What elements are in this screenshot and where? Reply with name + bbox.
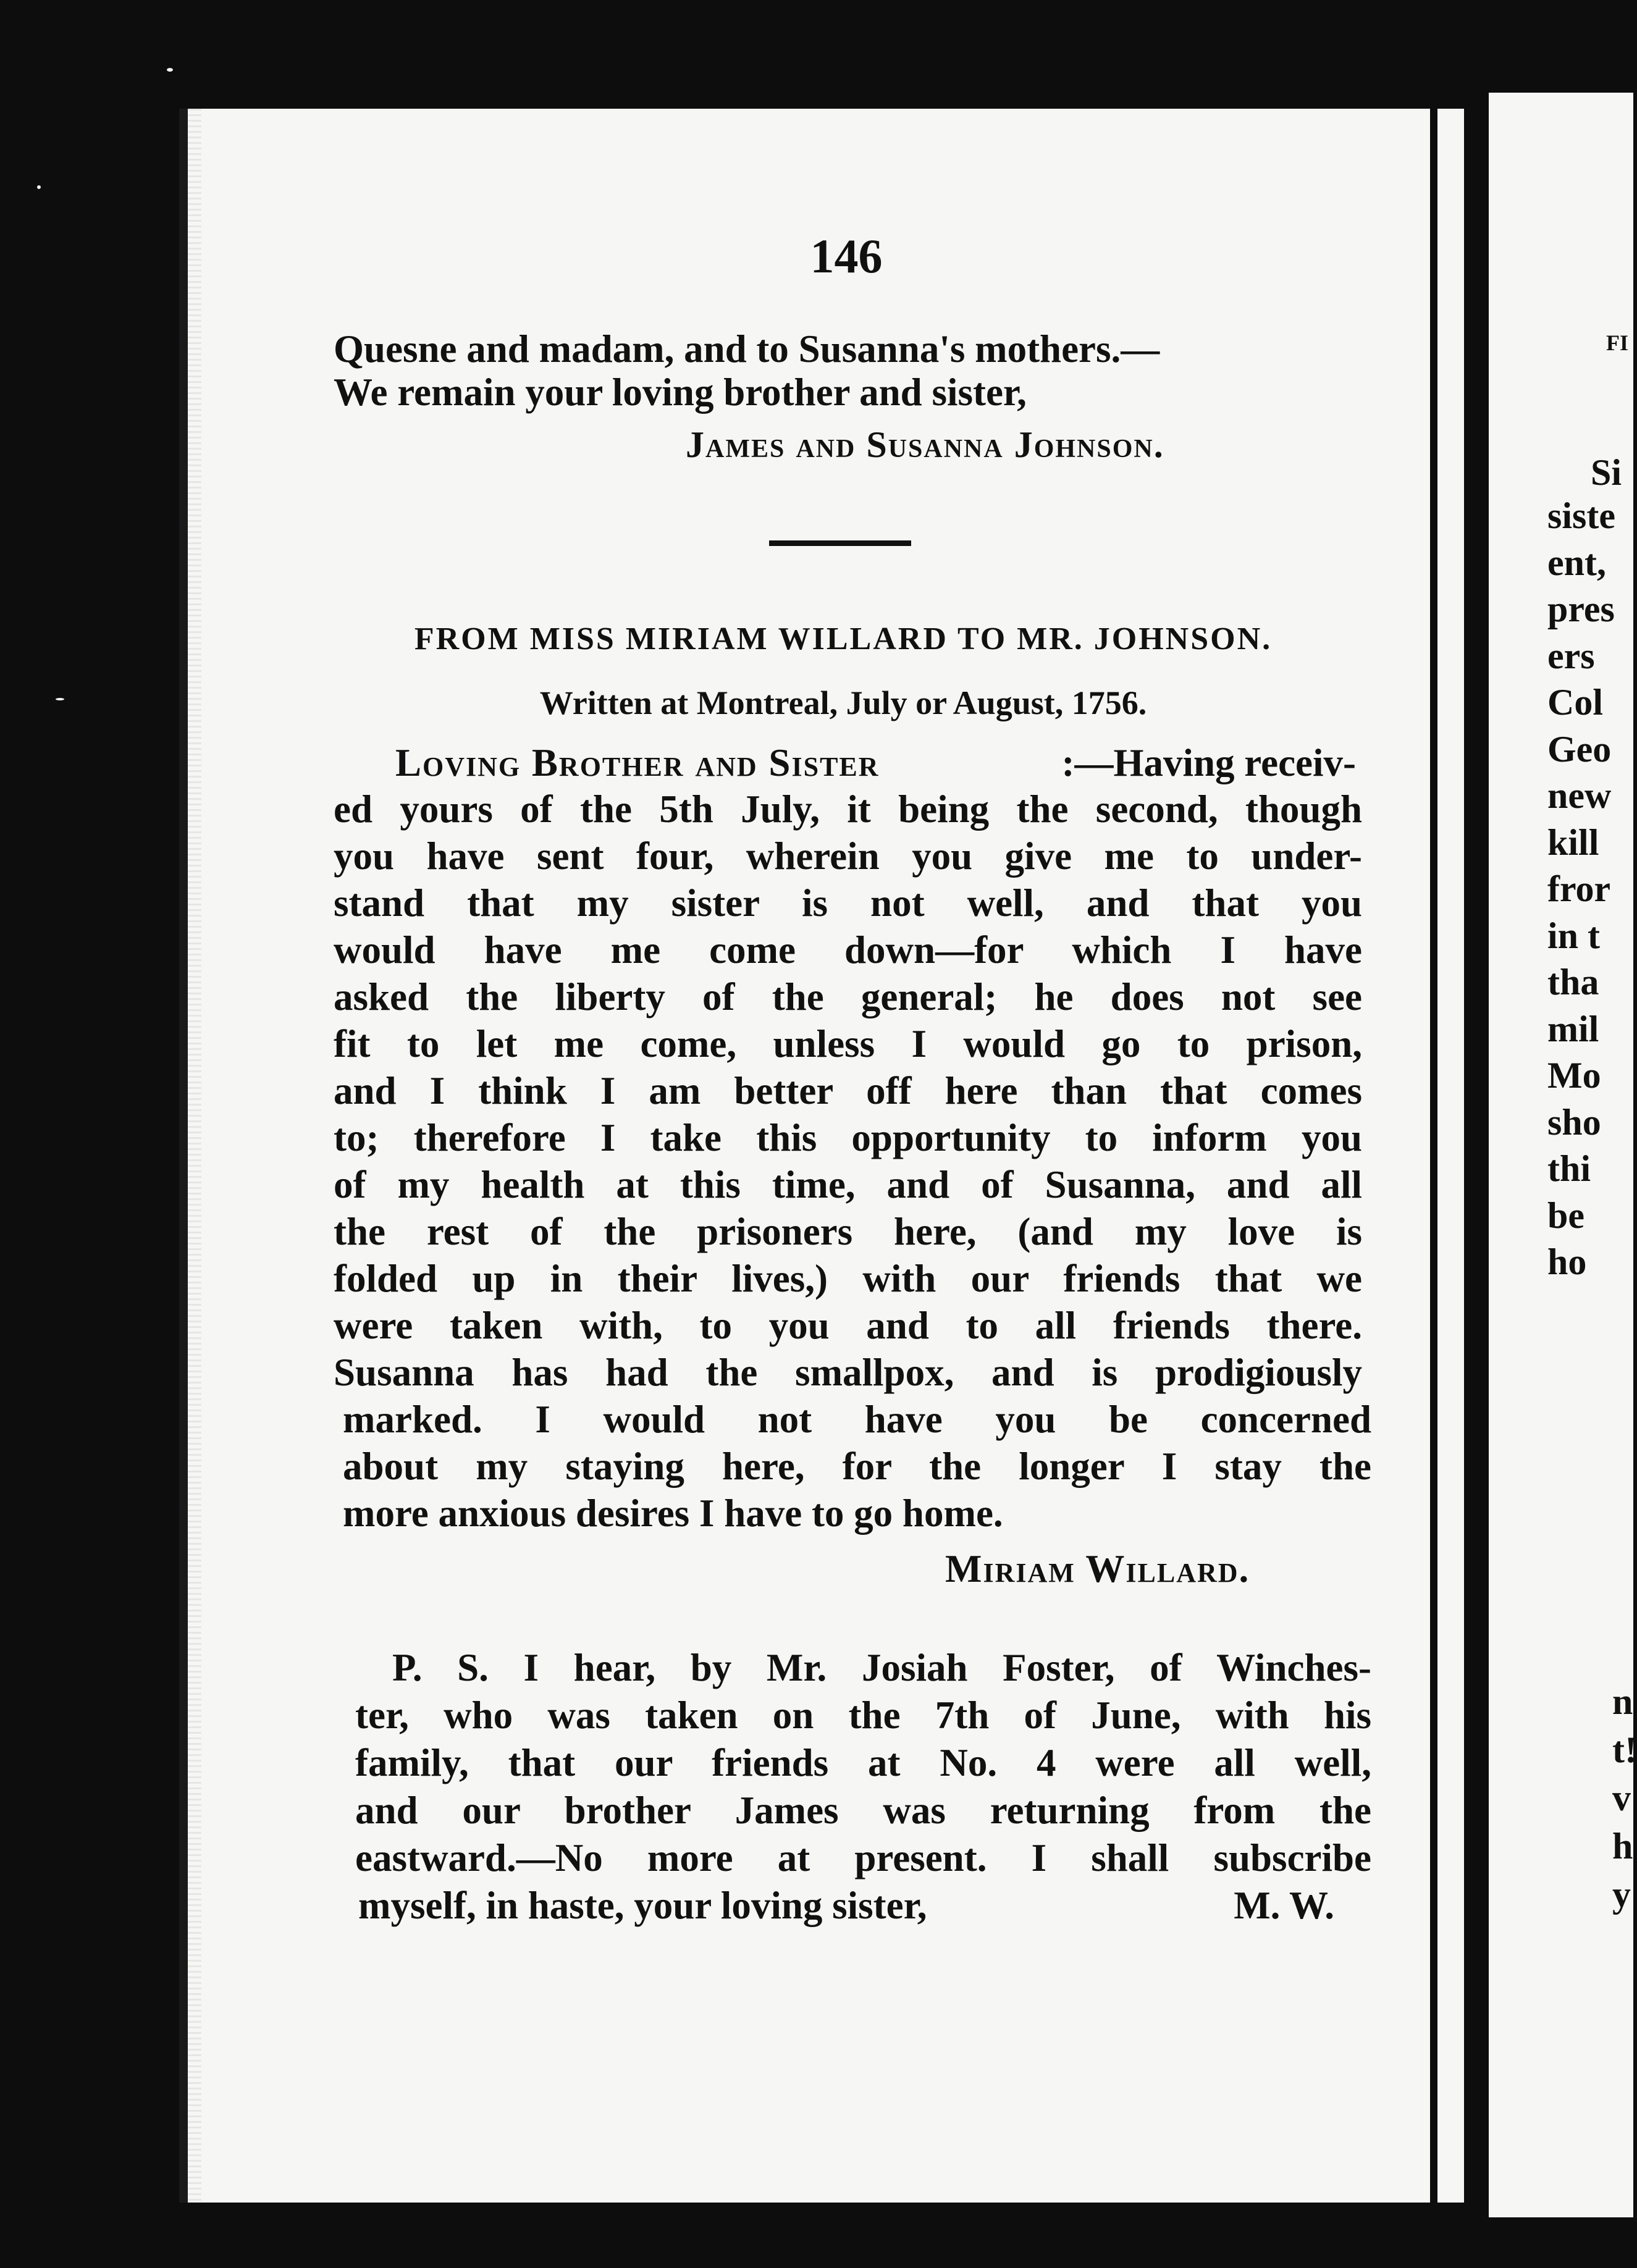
facing-line: pres	[1547, 589, 1615, 629]
letter-line: more anxious desires I have to go home.	[343, 1492, 1003, 1535]
facing-lower-line: h	[1612, 1826, 1633, 1867]
facing-line: in t	[1547, 915, 1601, 956]
ps-initials: M. W.	[1234, 1884, 1334, 1927]
facing-line: ent,	[1547, 542, 1606, 583]
letter-line: fit to let me come, unless I would go to prison,	[334, 1022, 1362, 1065]
facing-line: Si	[1591, 452, 1622, 493]
facing-line: ho	[1547, 1241, 1587, 1282]
top-line-2: We remain your loving brother and sister,	[334, 371, 1027, 414]
facing-line: Geo	[1547, 728, 1612, 770]
facing-line: thi	[1547, 1148, 1591, 1189]
letter-line: would have me come down—for which I have	[334, 928, 1362, 972]
top-line-1: Quesne and madam, and to Susanna's mothers.—	[334, 327, 1160, 371]
facing-heading-fragment: FI	[1606, 330, 1628, 355]
facing-lower-line: t!	[1612, 1729, 1637, 1770]
ps-line: and our brother James was returning from the	[355, 1789, 1371, 1832]
facing-lower-line: n	[1612, 1681, 1633, 1722]
facing-lower-line: v	[1612, 1778, 1631, 1818]
letter-line: were taken with, to you and to all friends there.	[334, 1304, 1362, 1347]
facing-line: new	[1547, 775, 1612, 816]
letter-line: to; therefore I take this opportunity to inform you	[334, 1116, 1362, 1159]
letter-line: the rest of the prisoners here, (and my love is	[334, 1210, 1362, 1253]
page-number: 146	[810, 229, 883, 283]
facing-line: mil	[1547, 1008, 1599, 1049]
letter-line: about my staying here, for the longer I stay the	[343, 1445, 1371, 1488]
letter-line: stand that my sister is not well, and that you	[334, 881, 1362, 925]
facing-line: kill	[1547, 821, 1599, 863]
section-rule	[769, 540, 911, 546]
letter-line: asked the liberty of the general; he does not see	[334, 975, 1362, 1018]
letter-line: of my health at this time, and of Susanna, and all	[334, 1163, 1362, 1206]
letter-line: folded up in their lives,) with our friends that we	[334, 1257, 1362, 1300]
letter-line: Susanna has had the smallpox, and is prodigiously	[334, 1351, 1362, 1394]
facing-line: be	[1547, 1195, 1584, 1236]
letter-heading: FROM MISS MIRIAM WILLARD TO MR. JOHNSON.	[414, 621, 1273, 657]
letter-line-1: :—Having receiv-	[1061, 741, 1356, 784]
letter-signature: Miriam Willard.	[945, 1547, 1250, 1590]
salutation: Loving Brother and Sister	[395, 741, 880, 784]
letter-line: and I think I am better off here than that comes	[334, 1069, 1362, 1112]
letter-line: marked. I would not have you be concerned	[343, 1398, 1371, 1441]
letter-first-line	[395, 741, 1356, 784]
top-signature: James and Susanna Johnson.	[686, 424, 1164, 465]
ps-line: family, that our friends at No. 4 were all well,	[355, 1741, 1371, 1784]
facing-line: fror	[1547, 868, 1611, 909]
facing-line: Col	[1547, 682, 1603, 723]
facing-line: ers	[1547, 635, 1595, 676]
ps-line: ter, who was taken on the 7th of June, with his	[355, 1694, 1371, 1737]
ps-last-line	[358, 1884, 1334, 1927]
letter-line: you have sent four, wherein you give me to under-	[334, 834, 1362, 878]
ps-last-line-text: myself, in haste, your loving sister,	[358, 1884, 927, 1927]
ps-line: eastward.—No more at present. I shall subscribe	[355, 1836, 1371, 1880]
facing-line: sho	[1547, 1101, 1601, 1143]
ps-line: P. S. I hear, by Mr. Josiah Foster, of Winches-	[392, 1646, 1371, 1689]
facing-line: siste	[1547, 495, 1615, 536]
gutter	[1430, 93, 1437, 2211]
dateline: Written at Montreal, July or August, 1756.	[539, 684, 1147, 721]
facing-line: tha	[1547, 962, 1599, 1002]
facing-line: Mo	[1547, 1055, 1601, 1096]
facing-lower-line: y	[1612, 1874, 1631, 1915]
letter-line: ed yours of the 5th July, it being the second, though	[334, 788, 1362, 831]
